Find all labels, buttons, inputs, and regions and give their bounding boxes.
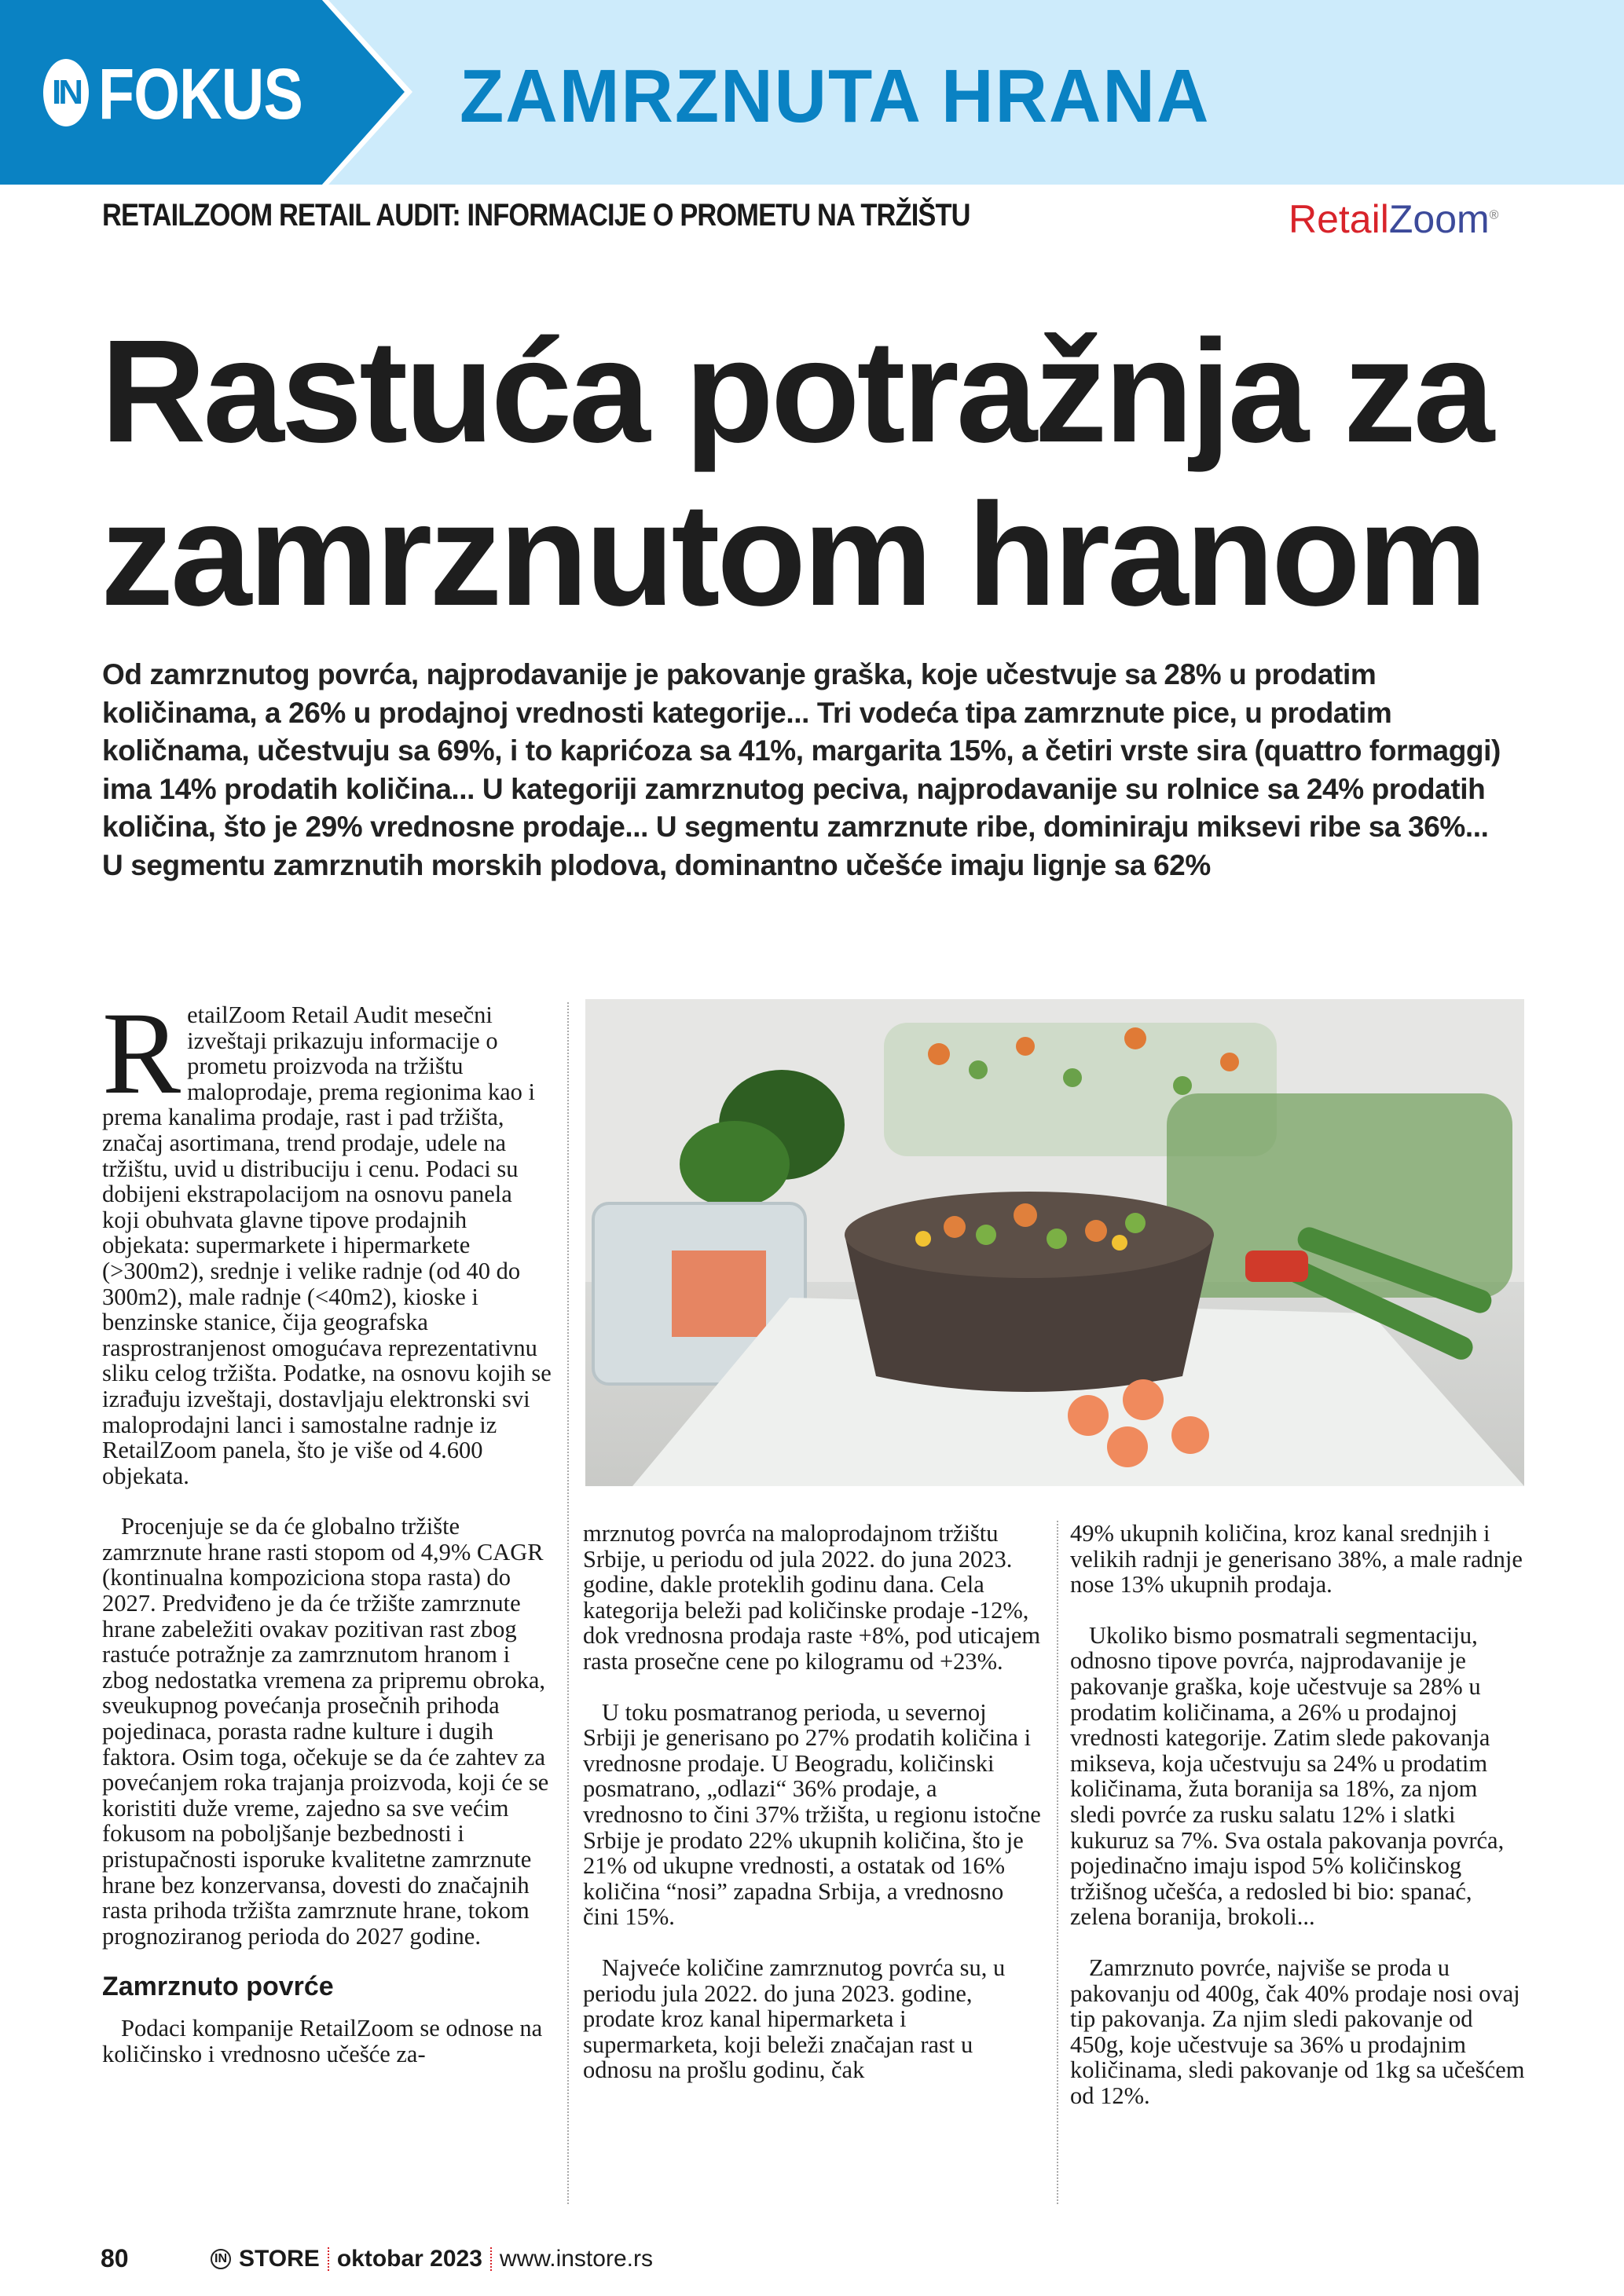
column-divider: [1057, 1521, 1058, 2204]
frozen-vegetables-photo: [585, 999, 1524, 1486]
paragraph: Najveće količine zamrznutog povrća su, u periodu jula 2022. do juna 2023. godine, prodate kroz kanal hipermarketa i supermarketa, koji beleži značajan rast u odnosu na prošlu godinu, čak: [583, 1954, 1006, 2084]
paragraph: mrznutog povrća na maloprodajnom tržištu Srbije, u periodu od jula 2022. do juna 2023. godine, dakle proteklih godinu dana. Cela kategorija beleži pad količinske prodaje -12%, dok vrednosna prodaja raste +8%, pod uticajem rasta prosečne cene po kilogramu od +23%.: [583, 1520, 1041, 1675]
headline: [101, 310, 1578, 637]
logo-mark: ®: [1489, 208, 1499, 222]
column-divider: [567, 1002, 569, 2204]
article-column-3: [1070, 1521, 1526, 2133]
article-column-2: [583, 1521, 1043, 2108]
rubric-title: ZAMRZNUTA HRANA: [460, 54, 1211, 138]
drop-cap: R: [102, 988, 181, 1119]
retailzoom-logo: [1289, 196, 1498, 242]
website-link[interactable]: www.instore.rs: [499, 2245, 653, 2272]
paragraph: Ukoliko bismo posmatrali segmentaciju, odnosno tipove povrća, najprodavanije je pakovanje graška, koje učestvuje sa 28% u prodatim količinama, a 26% u prodajnoj vrednosti kategorije. Zatim slede pakovanja mikseva, koja učestvuju sa 24% u prodatim količinama, žuta boranija sa 18%, za njom sledi povrće za rusku salatu 12% i slatki kukuruz sa 7%. Sva ostala pakovanja povrća, pojedinačno imaju ispod 5% količinskog tržišnog učešća, a redosled bi bio: spanać, zelena boranija, brokoli...: [1070, 1621, 1505, 1931]
footer-separator: [328, 2247, 329, 2271]
logo-part2: Zoom: [1388, 197, 1490, 241]
in-logo-icon: IN: [43, 59, 89, 126]
article-column-1: [102, 988, 552, 2092]
section-subheading: Zamrznuto povrće: [102, 1972, 334, 2002]
paragraph: 49% ukupnih količina, kroz kanal srednjih i velikih radnji je generisano 38%, a male radnje nose 13% ukupnih prodaja.: [1070, 1520, 1523, 1598]
paragraph: U toku posmatranog perioda, u severnoj Srbiji je generisano po 27% prodatih količina i vrednosne prodaje. U Beogradu, količinski posmatrano, „odlazi“ 36% prodaje, a vrednosno to čini 37% tržišta, u regionu istočne Srbije je prodato 22% ukupnih količina, što je 21% od ukupne vrednosti, a ostatak od 16% količina “nosi” zapadna Srbija, a vrednosno čini 15%.: [583, 1698, 1041, 1931]
magazine-name: STORE: [239, 2245, 320, 2272]
paragraph: Podaci kompanije RetailZoom se odnose na količinsko i vrednosno učešće za-: [102, 2014, 543, 2067]
headline-line-2: zamrznutom hranom: [101, 474, 1485, 636]
paragraph: Procenjuje se da će globalno tržište zamrznute hrane rasti stopom od 4,9% CAGR (kontinualna kompoziciona stopa rasta) do 2027. Predviđeno je da će tržište zamrznute hrane zabeležiti ovakav pozitivan rast zbog rastuće potražnje za zamrznutom hranom i zbog nedostatka vremena za pripremu obroka, sveukupnog povećanja prosečnih prihoda pojedinaca, porasta radne kulture i dugih faktora. Osim toga, očekuje se da će zahtev za povećanjem roka trajanja proizvoda, koji će se koristiti duže vreme, zajedno sa sve većim fokusom na poboljšanje bezbednosti i pristupačnosti isporuke kvalitetne zamrznute hrane bez konzervansa, dovesti do značajnih rasta prihoda tržišta zamrznute hrane, tokom prognoziranog perioda do 2027 godine.: [102, 1513, 549, 1950]
photo-illustration: [585, 999, 1524, 1486]
logo-part1: Retail: [1289, 197, 1389, 241]
footer-separator: [490, 2247, 492, 2271]
section-label: FOKUS: [98, 54, 302, 134]
page-number: 80: [101, 2244, 129, 2272]
subtitle: RETAILZOOM RETAIL AUDIT: INFORMACIJE O PROMETU NA TRŽIŠTU: [102, 198, 970, 233]
issue-date: oktobar 2023: [336, 2245, 482, 2272]
headline-line-1: Rastuća potražnja za: [101, 310, 1492, 473]
lead-paragraph: Od zamrznutog povrća, najprodavanije je pakovanje graška, koje učestvuje sa 28% u prodatim količinama, a 26% u prodajnoj vrednosti kategorije... Tri vodeća tipa zamrznute pice, u prodatim količnama, učestvuju sa 69%, i to kaprićoza sa 41%, margarita 15%, a četiri vrste sira (quattro formaggi) ima 14% prodatih količina... U kategoriji zamrznutog peciva, najprodavanije su rolnice sa 24% prodatih količina, što je 29% vrednosne prodaje... U segmentu zamrznute ribe, dominiraju miksevi ribe sa 36%... U segmentu zamrznutih morskih plodova, dominantno učešće imaju lignje sa 62%: [102, 658, 1501, 881]
paragraph: Zamrznuto povrće, najviše se proda u pakovanju od 400g, čak 40% prodaje nosi ovaj tip pakovanja. Za njim sledi pakovanje od 450g, koje učestvuje sa 36% u prodajnim količinama, sledi pakovanje od 1kg sa učešćem od 12%.: [1070, 1954, 1525, 2109]
page-footer: [101, 2244, 653, 2273]
paragraph: etailZoom Retail Audit mesečni izveštaji prikazuju informacije o prometu proizvoda na tržištu maloprodaje, prema regionima kao i prema kanalima prodaje, rast i pad tržišta, značaj asortimana, trend prodaje, udele na tržištu, uvid u distribuciju i cenu. Podaci su dobijeni ekstrapolacijom na osnovu panela koji obuhvata glavne tipove prodajnih objekata: supermarkete i hipermarkete (>300m2), srednje i velike radnje (od 40 do 300m2), male radnje (<40m2), kioske i benzinske stanice, čija geografska rasprostranjenost omogućava reprezentativnu sliku celog tržišta. Podatke, na osnovu kojih se izrađuju izveštaji, dostavljaju elektronski svi maloprodajni lanci i samostalne radnje iz RetailZoom panela, što je više od 4.600 objekata.: [102, 1002, 552, 1489]
in-logo-icon: IN: [211, 2249, 231, 2269]
